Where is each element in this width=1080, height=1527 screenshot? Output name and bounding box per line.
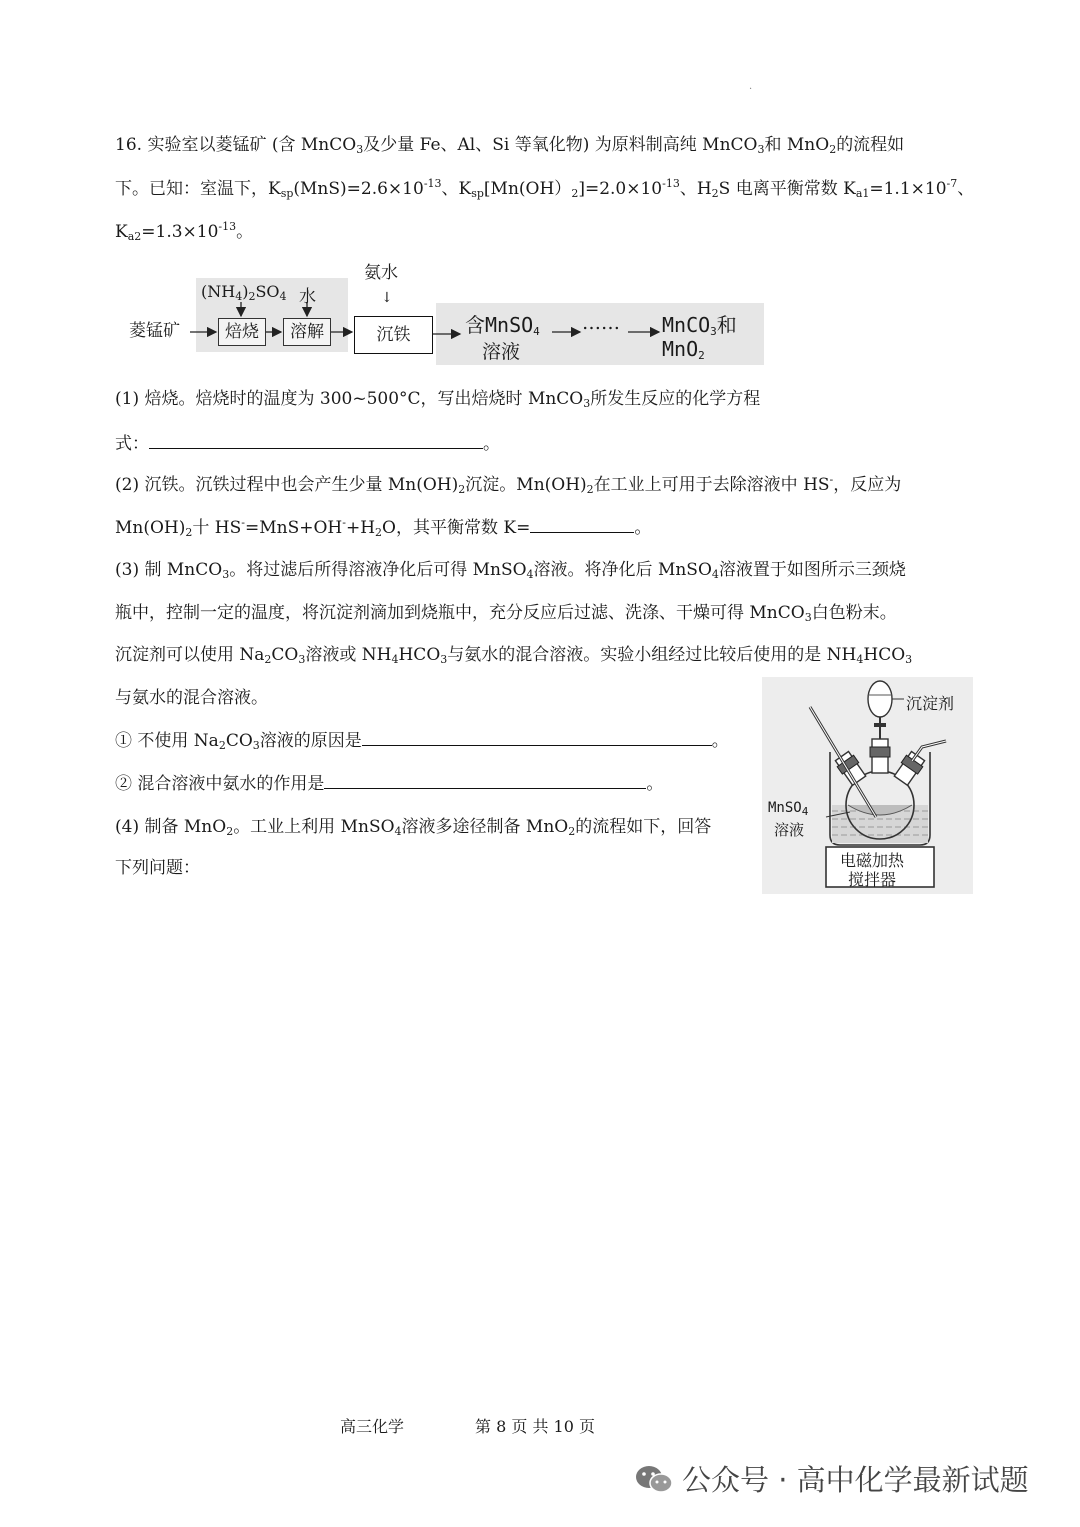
flow-iron-removal-box: 沉铁 <box>354 316 433 354</box>
mnso4-label-2: 溶液 <box>774 821 805 839</box>
part3-line1: (3) 制 MnCO$_3$。将过滤后所得溶液净化后可得 MnSO$_4$溶液。将净化后 MnSO$_4$溶液置于如图所示三颈烧 <box>115 560 906 581</box>
answer-blank-equation[interactable] <box>149 432 483 449</box>
part3-line2: 瓶中，控制一定的温度，将沉淀剂滴加到烧瓶中，充分反应后过滤、洗涤、干燥可得 MnCO$_3$白色粉末。 <box>115 603 897 624</box>
wechat-watermark: 公众号 · 高中化学最新试题 <box>634 1458 1029 1499</box>
flow-arrow-down-icon: ↓ <box>381 290 393 306</box>
flow-solution-label-2: 溶液 <box>482 341 521 363</box>
heater-label-2: 搅拌器 <box>848 870 897 889</box>
flow-dissolve-box: 溶解 <box>283 318 331 346</box>
flow-ammonia-label: 氨水 <box>364 263 398 283</box>
mnso4-label: MnSO$_4$ <box>768 800 809 818</box>
flow-arrows <box>0 0 800 380</box>
footer-subject: 高三化学 <box>340 1417 405 1436</box>
stopcock <box>874 723 886 727</box>
answer-blank-ammonia-role[interactable] <box>324 772 646 789</box>
part3-question1: ① 不使用 $Na_2CO_3$溶液的原因是 。 <box>115 731 729 752</box>
wechat-icon <box>634 1463 674 1495</box>
flow-solution-label: 含MnSO$_4$ <box>465 313 540 338</box>
part3-question2: ② 混合溶液中氨水的作用是 。 <box>115 774 664 794</box>
precipitant-label: 沉淀剂 <box>906 694 955 713</box>
apparatus-figure <box>762 677 973 894</box>
part4-line1: (4) 制备 MnO$_2$。工业上利用 MnSO$_4$溶液多途径制备 MnO$_2$的流程如下，回答 <box>115 817 712 838</box>
flow-product-label-2: MnO$_2$ <box>662 337 705 362</box>
part1-line1: (1) 焙烧。焙烧时的温度为 300~500°C，写出焙烧时 MnCO$_3$所发生反应的化学方程 <box>115 389 761 410</box>
flow-ore-label: 菱锰矿 <box>129 321 180 341</box>
answer-blank-k[interactable] <box>530 516 634 533</box>
answer-blank-reason[interactable] <box>362 729 712 746</box>
part1-line2: 式： 。 <box>115 434 500 454</box>
footer-page-info: 第 8 页 共 10 页 <box>475 1417 595 1436</box>
flow-dots: …… <box>582 312 620 334</box>
part2-line2: $Mn(OH)_2$十 $HS^-=MnS+OH^-+H_2O$，其平衡常数 K= 。 <box>115 516 652 539</box>
q16-line2: 下。已知：室温下，$K_{sp}(MnS)=2.6\times 10^{-13}$、$K_{sp}[Mn(OH)_2]=2.0\times 10^{-13}$、$H_2S$ 电离平衡常数 $K_{a1}=1.1\times 10^{-7}$、 <box>115 177 975 200</box>
q16-line3: $K_{a2}=1.3\times 10^{-13}$。 <box>115 220 254 243</box>
heater-label-1: 电磁加热 <box>840 851 905 870</box>
flow-roast-box: 焙烧 <box>218 318 266 346</box>
flow-product-label: MnCO$_3$和 <box>662 313 737 338</box>
question-number: 16. <box>115 135 143 155</box>
part2-line1: (2) 沉铁。沉铁过程中也会产生少量 $Mn(OH)_2$沉淀。$Mn(OH)_2$在工业上可用于去除溶液中 HS-，反应为 <box>115 473 902 496</box>
part3-line3: 沉淀剂可以使用 $Na_2CO_3$溶液或 $NH_4HCO_3$与氨水的混合溶液。实验小组经过比较后使用的是 $NH_4HCO_3$ <box>115 645 913 666</box>
part4-line2: 下列问题： <box>115 858 200 878</box>
flow-reagent-ammonium-sulfate: $(NH_4)_2SO_4$ <box>201 282 287 303</box>
q16-line1: 16. 实验室以菱锰矿 (含 MnCO$_3$及少量 Fe、Al、Si 等氧化物) 为原料制高纯 MnCO$_3$和 MnO$_2$的流程如 <box>115 135 905 156</box>
separatory-funnel <box>868 681 892 717</box>
header-mark: · <box>749 84 753 95</box>
part3-line4: 与氨水的混合溶液。 <box>115 688 268 708</box>
flow-reagent-water: 水 <box>299 287 316 307</box>
